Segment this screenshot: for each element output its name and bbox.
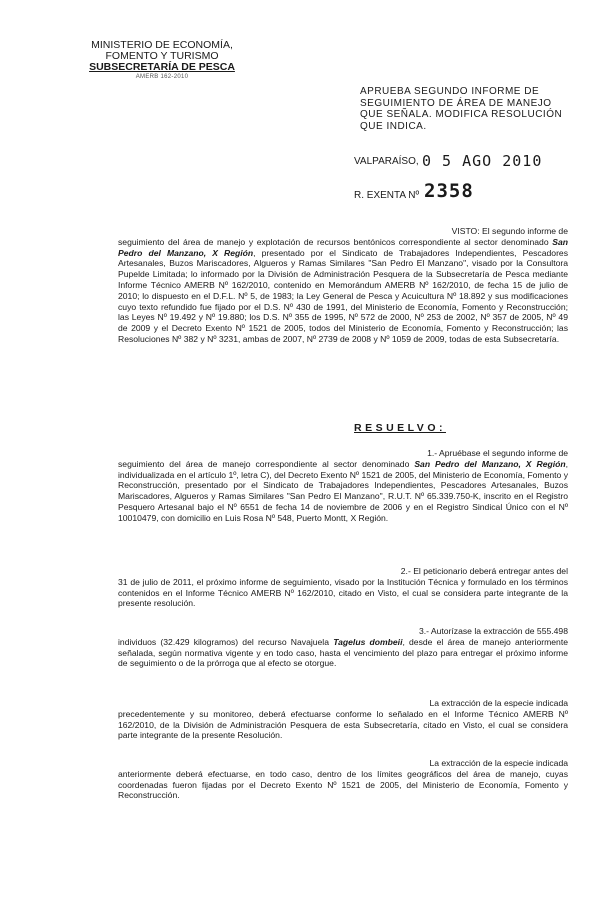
place: VALPARAÍSO, xyxy=(354,156,419,167)
article-3-intro: 3.- Autorízase la extracción de 555.498 xyxy=(418,626,568,636)
article-3-text-a: individuos (32.429 kilogramos) del recurso Navajuela xyxy=(118,636,334,647)
extraction-paragraph-2 xyxy=(118,758,568,801)
article-2 xyxy=(118,566,568,609)
resolution-subject: APRUEBA SEGUNDO INFORME DE SEGUIMIENTO DE ÁREA DE MANEJO QUE SEÑALA. MODIFICA RESOLUCIÓN QUE INDICA. xyxy=(360,86,563,132)
article-1-intro: 1.- Apruébase el segundo informe de xyxy=(427,448,568,458)
extraction-1-text: precedentemente y su monitoreo, deberá efectuarse conforme lo señalado en el Informe Técnico AMERB Nº 162/2010, de la División de Administración Pesquera de esta Subsecretaría, citado en Visto, el cual se considera parte integrante de la presente Resolución. xyxy=(118,708,568,741)
extraction-2-text: anteriormente deberá efectuarse, en todo caso, dentro de los límites geográficos del área de manejo, cuyas coordenadas fueron fijadas por el Decreto Exento Nº 1521 de 2005, del Ministerio de Economía, Fomento y Reconstrucción. xyxy=(118,768,568,801)
article-1-text-a: seguimiento del área de manejo correspondiente al sector denominado xyxy=(118,458,415,469)
date-stamp: 0 5 AGO 2010 xyxy=(422,152,543,170)
article-3-species: Tagelus dombeii xyxy=(333,636,403,647)
article-1-place: San Pedro del Manzano, X Región xyxy=(414,458,566,469)
visto-intro: VISTO: El segundo informe de xyxy=(451,226,568,236)
resolution-number: 2358 xyxy=(424,180,474,202)
visto-text-a: seguimiento del área de manejo y explotación de recursos bentónicos correspondiente al sector denominado xyxy=(118,236,553,247)
file-reference: AMERB 162-2010 xyxy=(135,74,189,80)
visto-paragraph xyxy=(118,226,568,345)
subsecretary-name: SUBSECRETARÍA DE PESCA xyxy=(89,61,235,73)
extraction-1-intro: La extracción de la especie indicada xyxy=(429,698,568,708)
article-2-intro: 2.- El peticionario deberá entregar antes del xyxy=(400,566,568,576)
visto-text-b: , presentado por el Sindicato de Trabajadores Independientes, Pescadores Artesanales, Buzos Mariscadores, Algueros y Ramas Similares "San Pedro El Manzano", visado por la Consultora Pupelde Limitada; lo informado por la División de Administración Pesquera de la Subsecretaría de Pesca mediante Informe Técnico AMERB Nº 162/2010, contenido en Memorándum AMERB Nº 162/2010, de fecha 15 de julio de 2010; lo dispuesto en el D.F.L. Nº 5, de 1983; la Ley General de Pesca y Acuicultura Nº 18.892 y sus modificaciones cuyo texto refundido fue fijado por el D.S. Nº 430 de 1991, del Ministerio de Economía, Fomento y Reconstrucción; las Leyes Nº 19.492 y Nº 19.880; los D.S. Nº 355 de 1995, Nº 572 de 2000, Nº 253 de 2002, Nº 357 de 2005, Nº 49 de 2009 y el Decreto Exento Nº 1521 de 2005, todos del Ministerio de Economía, Fomento y Reconstrucción; las Resoluciones Nº 382 y Nº 3231, ambas de 2007, Nº 2739 de 2008 y Nº 1059 de 2009, todas de esta Subsecretaría. xyxy=(118,247,569,344)
resolution-label: R. EXENTA Nº xyxy=(354,190,420,201)
article-3-text-b: , desde el área de manejo anteriormente señalada, según normativa vigente y en todo caso, hasta el vencimiento del plazo para entregar el próximo informe de seguimiento o de la prórroga que al efecto se otorgue. xyxy=(118,636,568,669)
article-1 xyxy=(118,448,568,524)
extraction-2-intro: La extracción de la especie indicada xyxy=(429,758,568,768)
article-1-text-b: , individualizada en el artículo 1º, letra C), del Decreto Exento Nº 1521 de 2005, del Ministerio de Economía, Fomento y Reconstrucción, presentado por el Sindicato de Trabajadores Independientes, Pescadores Artesanales, Buzos Mariscadores, Algueros y Ramas Similares "San Pedro El Manzano", R.U.T. Nº 65.339.750-K, inscrito en el Registro Pesquero Artesanal bajo el Nº 6551 de fecha 14 de noviembre de 2006 y en el Registro Sindical Único con el Nº 10010479, con domicilio en Luis Rosa Nº 548, Puerto Montt, X Región. xyxy=(118,458,568,523)
resolution-number-line xyxy=(354,180,474,202)
resuelvo-heading: RESUELVO: xyxy=(354,422,446,434)
ministry-name: MINISTERIO DE ECONOMÍA, xyxy=(91,39,233,51)
ministry-header xyxy=(82,40,242,81)
article-3 xyxy=(118,626,568,669)
article-2-text: 31 de julio de 2011, el próximo informe de seguimiento, visado por la Institución Técnica y formulado en los términos contenidos en el Informe Técnico AMERB Nº 162/2010, citado en Visto, el cual se considera parte integrante de la presente resolución. xyxy=(118,576,568,609)
ministry-subname: FOMENTO Y TURISMO xyxy=(105,50,219,62)
extraction-paragraph-1 xyxy=(118,698,568,741)
visto-place: San Pedro del Manzano, X Región xyxy=(118,236,568,258)
